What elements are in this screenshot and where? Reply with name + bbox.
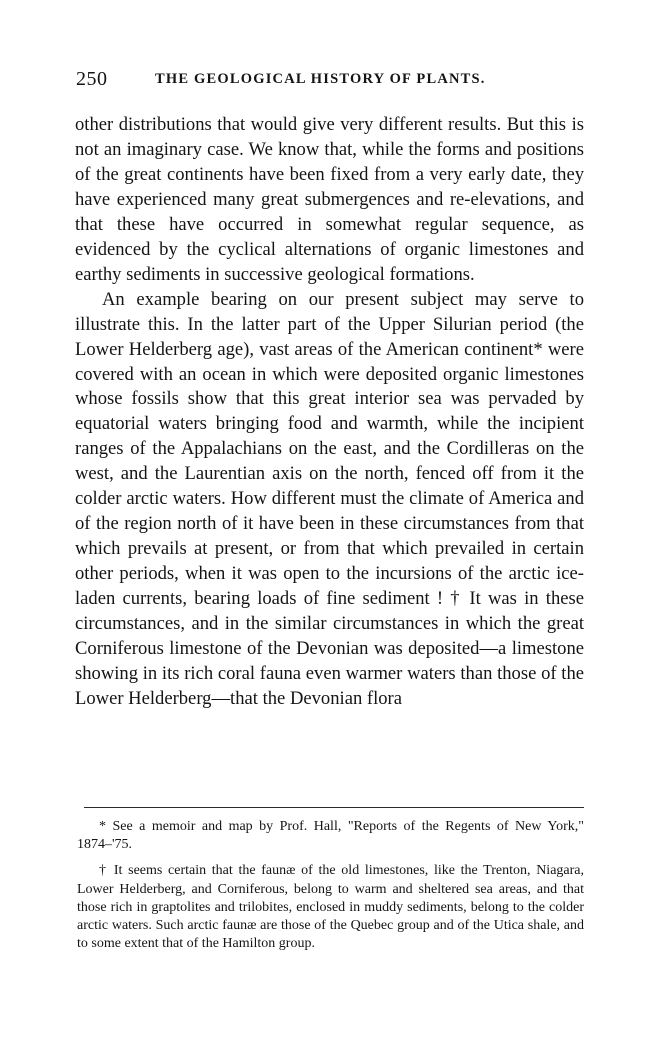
body-paragraph: other distributions that would give very different results. But this is not an imaginary case. We know that, while the forms and positions of the great continents have been fixed from a very early date, they have experienced many great submergences and re-elevations, and that these have occurred in somewhat regular sequence, as evidenced by the cyclical alternations of organic limestones and earthy sediments in successive geological formations. (75, 114, 584, 285)
footnotes (77, 818, 584, 953)
page-number: 250 (76, 68, 108, 90)
page-header (76, 68, 596, 94)
body-text (75, 113, 584, 712)
footnote: † It seems certain that the faunæ of the old limestones, like the Trenton, Niagara, Lower Helderberg, and Corniferous, belong to warm and sheltered sea areas, and that those rich in graptolites and trilobites, enclosed in muddy sediments, belong to the colder arctic waters. Such arctic faunæ are those of the Quebec group and of the Utica shale, and to some extent that of the Hamilton group. (77, 863, 584, 952)
body-paragraph: An example bearing on our present subject may serve to illustrate this. In the latter part of the Upper Silurian period (the Lower Helderberg age), vast areas of the American continent* were covered with an ocean in which were deposited organic limestones whose fossils show that this great interior sea was pervaded by equatorial waters bringing food and warmth, while the incipient ranges of the Appalachians on the east, and the Cordilleras on the west, and the Laurentian axis on the north, fenced off from it the colder arctic waters. How different must the climate of America and of the region north of it have been in these circumstances from that which prevails at present, or from that which prevailed in certain other periods, when it was open to the incursions of the arctic ice-laden currents, bearing loads of fine sediment ! † It was in these circumstances, and in the similar circumstances in which the great Corniferous limestone of the Devonian was deposited—a limestone showing in its rich coral fauna even warmer waters than those of the Lower Helderberg—that the Devonian flora (75, 288, 584, 709)
footnote: * See a memoir and map by Prof. Hall, "Reports of the Regents of New York," 1874–'75. (77, 819, 584, 853)
running-title: THE GEOLOGICAL HISTORY OF PLANTS. (155, 71, 486, 87)
footnote-rule (84, 807, 584, 808)
